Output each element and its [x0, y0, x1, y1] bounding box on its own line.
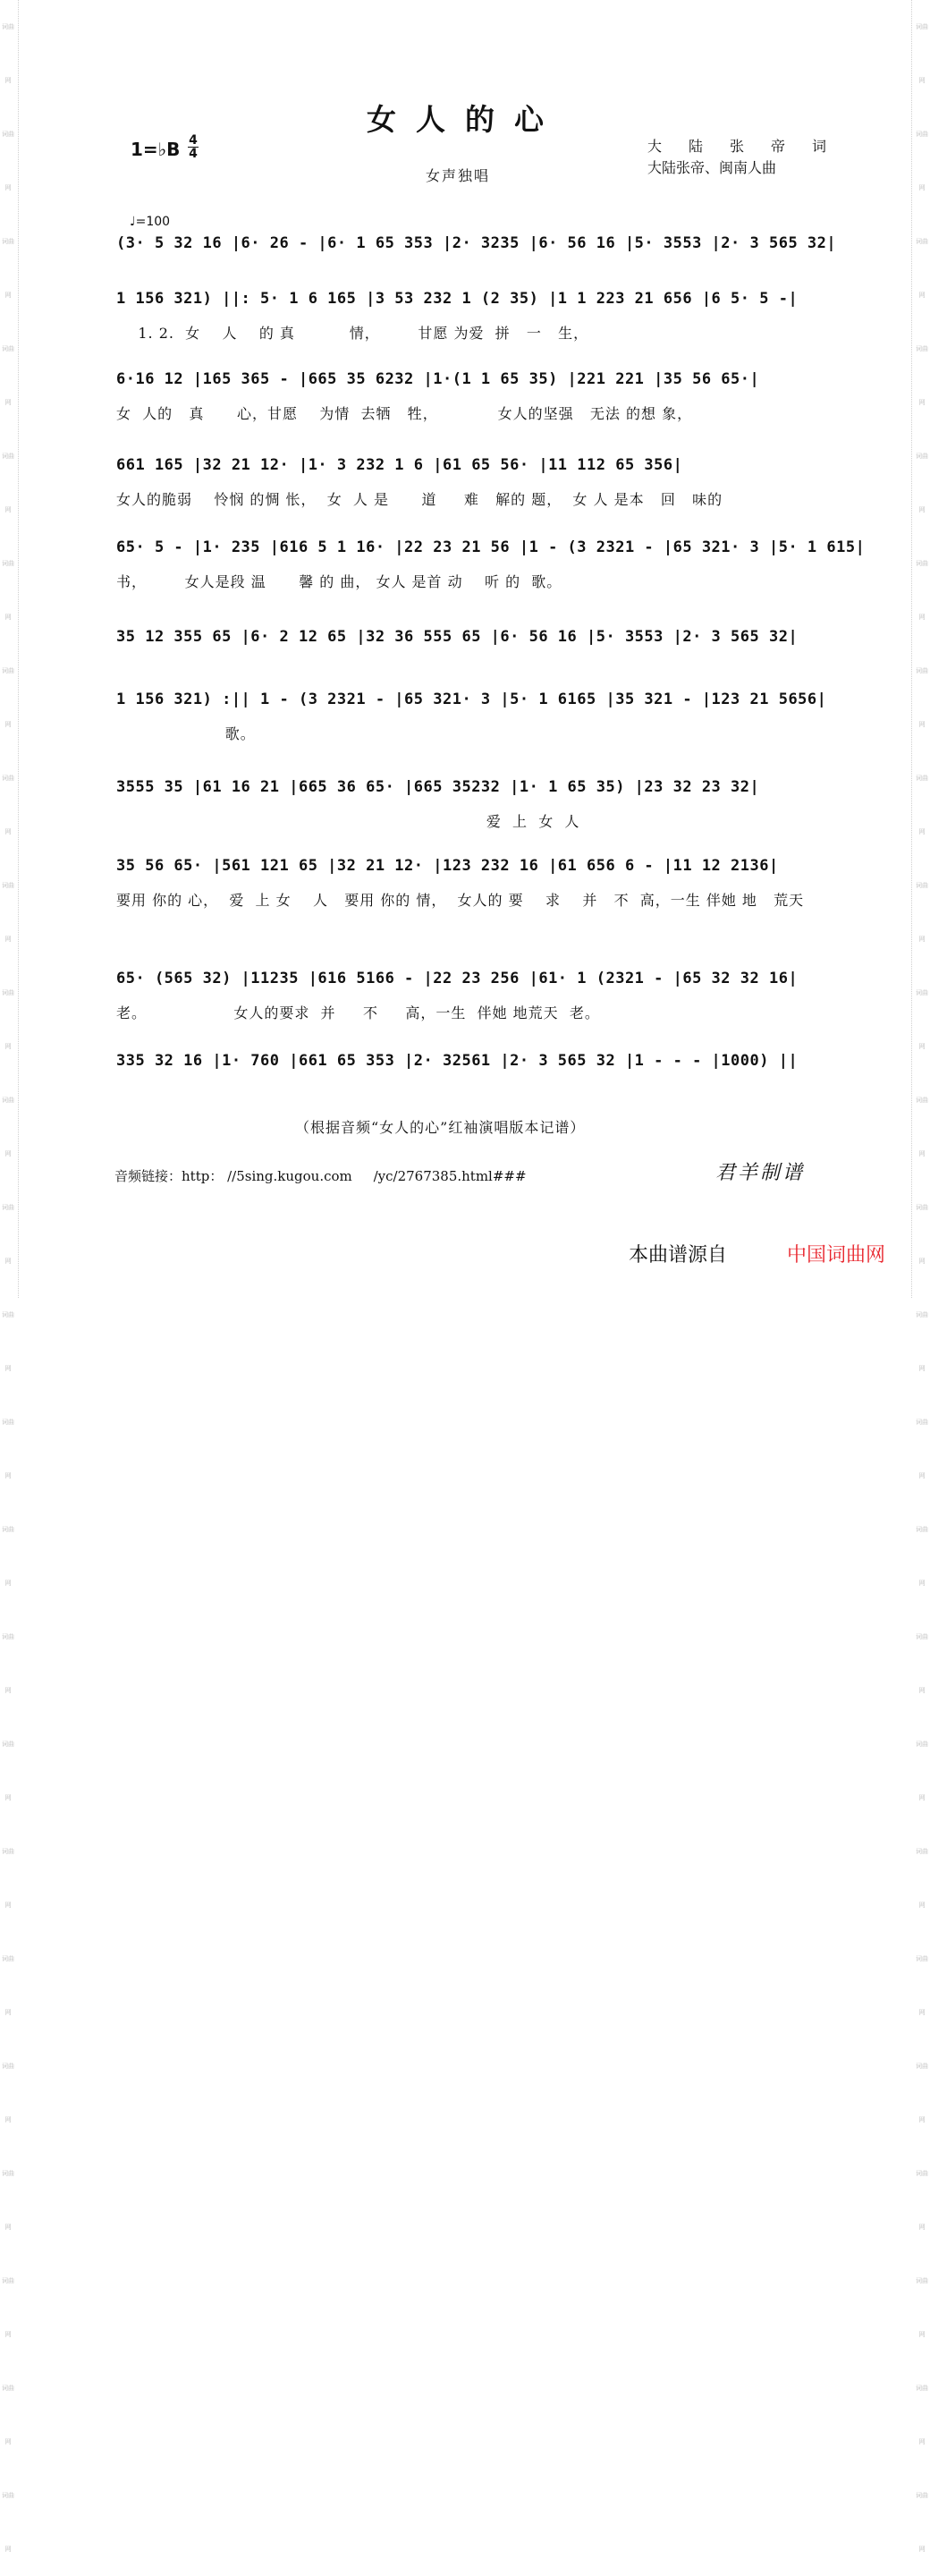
- lyricist-credit: 大陆张帝词: [647, 138, 854, 155]
- watermark-text: 词曲网: [916, 1741, 928, 1801]
- score-line: [116, 1052, 823, 1088]
- watermark-text: 词曲网: [2, 2385, 14, 2445]
- left-border: [18, 0, 19, 1298]
- notation-line: 1 156 321) :|| 1 - (3 2321 - |65 321· 3 |5· 1 6165 |35 321 - |123 21 5656|: [116, 691, 827, 708]
- meter-top: 4: [189, 133, 198, 148]
- watermark-text: 词曲网: [2, 2063, 14, 2123]
- score-line: [116, 970, 823, 1005]
- notation-line: 35 12 355 65 |6· 2 12 65 |32 36 555 65 |6· 56 16 |5· 3553 |2· 3 565 32|: [116, 628, 799, 646]
- transcription-note: （根据音频“女人的心”红袖演唱版本记谱）: [295, 1119, 586, 1136]
- watermark-text: 词曲网: [2, 1204, 14, 1265]
- notation-line: 1 156 321) ||: 5· 1 6 165 |3 53 232 1 (2 35) |1 1 223 21 656 |6 5· 5 -|: [116, 290, 799, 308]
- watermark-text: 词曲网: [2, 2277, 14, 2338]
- watermark-text: 词曲网: [916, 1848, 928, 1909]
- watermark-text: 词曲网: [916, 2385, 928, 2445]
- watermark-text: 词曲网: [2, 238, 14, 299]
- watermark-text: 词曲网: [2, 667, 14, 728]
- source-brand[interactable]: 中国词曲网: [787, 1244, 886, 1267]
- notation-line: 65· (565 32) |11235 |616 5166 - |22 23 256 |61· 1 (2321 - |65 32 32 16|: [116, 970, 799, 987]
- meter-bottom: 4: [189, 147, 198, 161]
- watermark-text: 词曲网: [2, 1097, 14, 1157]
- notation-line: 3555 35 |61 16 21 |665 36 65· |665 35232 |1· 1 65 35) |23 32 23 32|: [116, 778, 760, 796]
- lyric-line: 老。 女人的要求 并 不 高，一生 伴她 地荒天 老。: [116, 1004, 600, 1021]
- lyric-line: 女 人的 真 心，甘愿 为情 去牺 牲， 女人的坚强 无法 的想 象，: [116, 405, 693, 422]
- watermark-text: 词曲网: [2, 989, 14, 1050]
- lyric-line: 女人的脆弱 怜悯 的惆 怅， 女 人 是 道 难 解的 题， 女 人 是本 回 味的: [116, 491, 723, 508]
- transcriber-signature: 君羊制谱: [715, 1162, 806, 1184]
- watermark-text: 词曲网: [2, 2170, 14, 2231]
- watermark-text: 词曲网: [916, 2063, 928, 2123]
- watermark-text: 词曲网: [916, 131, 928, 191]
- notation-line: 6·16 12 |165 365 - |665 35 6232 |1·(1 1 65 35) |221 221 |35 56 65·|: [116, 370, 760, 388]
- left-watermark-strip: [2, 0, 14, 2553]
- song-title: 女人的心: [367, 102, 563, 137]
- composer-credit: 大陆张帝、闽南人曲: [647, 159, 777, 176]
- watermark-text: 词曲网: [916, 1526, 928, 1587]
- watermark-text: 词曲网: [916, 1955, 928, 2016]
- score-line: [116, 778, 823, 814]
- watermark-text: 词曲网: [2, 1848, 14, 1909]
- source-label: 本曲谱源自: [629, 1244, 728, 1267]
- credits: [647, 136, 853, 179]
- watermark-text: 词曲网: [2, 882, 14, 943]
- score-line: [116, 234, 837, 270]
- watermark-text: 词曲网: [2, 1741, 14, 1801]
- score-line: [116, 370, 823, 406]
- notation-line: (3· 5 32 16 |6· 26 - |6· 1 65 353 |2· 3235 |6· 56 16 |5· 3553 |2· 3 565 32|: [116, 234, 837, 252]
- score-line: [116, 290, 823, 326]
- audio-link-url[interactable]: http： //5sing.kugou.com /yc/2767385.html###: [182, 1168, 527, 1184]
- watermark-text: 词曲网: [2, 345, 14, 406]
- watermark-text: 词曲网: [2, 1955, 14, 2016]
- watermark-text: 词曲网: [916, 23, 928, 84]
- watermark-text: 词曲网: [916, 560, 928, 621]
- watermark-text: 词曲网: [2, 131, 14, 191]
- notation-line: 35 56 65· |561 121 65 |32 21 12· |123 232 16 |61 656 6 - |11 12 2136|: [116, 857, 779, 875]
- watermark-text: 词曲网: [2, 1526, 14, 1587]
- watermark-text: 词曲网: [916, 775, 928, 835]
- watermark-text: 词曲网: [916, 2492, 928, 2553]
- watermark-text: 词曲网: [2, 2492, 14, 2553]
- right-watermark-strip: [916, 0, 928, 2553]
- watermark-text: 词曲网: [916, 238, 928, 299]
- score-line: [116, 456, 823, 492]
- watermark-text: 词曲网: [916, 2277, 928, 2338]
- lyric-line: 爱 上 女 人: [116, 813, 580, 830]
- watermark-text: 词曲网: [2, 1633, 14, 1694]
- watermark-text: 词曲网: [2, 1419, 14, 1479]
- watermark-text: 词曲网: [916, 989, 928, 1050]
- watermark-text: 词曲网: [916, 345, 928, 406]
- audio-link: [114, 1166, 527, 1185]
- watermark-text: 词曲网: [2, 23, 14, 84]
- watermark-text: 词曲网: [2, 1311, 14, 1372]
- score-line: [116, 628, 823, 664]
- watermark-text: 词曲网: [2, 560, 14, 621]
- right-border: [911, 0, 912, 1298]
- time-signature: [188, 134, 199, 160]
- tempo-mark: ♩=100: [130, 215, 171, 229]
- score-line: [116, 538, 866, 574]
- watermark-text: 词曲网: [916, 1633, 928, 1694]
- notation-line: 335 32 16 |1· 760 |661 65 353 |2· 32561 |2· 3 565 32 |1 - - - |1000) ||: [116, 1052, 799, 1070]
- lyric-line: 1. 2. 女 人 的 真 情， 甘愿 为爱 拼 一 生，: [116, 325, 589, 342]
- watermark-text: 词曲网: [2, 775, 14, 835]
- score-line: [116, 857, 823, 893]
- notation-line: 661 165 |32 21 12· |1· 3 232 1 6 |61 65 56· |11 112 65 356|: [116, 456, 683, 474]
- notation-line: 65· 5 - |1· 235 |616 5 1 16· |22 23 21 56 |1 - (3 2321 - |65 321· 3 |5· 1 615|: [116, 538, 866, 556]
- lyric-line: 歌。: [116, 725, 256, 742]
- score-line: [116, 691, 827, 726]
- lyric-line: 书， 女人是段 温 馨 的 曲， 女人 是首 动 听 的 歌。: [116, 573, 562, 590]
- watermark-text: 词曲网: [916, 1419, 928, 1479]
- watermark-text: 词曲网: [916, 1311, 928, 1372]
- watermark-text: 词曲网: [916, 1204, 928, 1265]
- watermark-text: 词曲网: [916, 1097, 928, 1157]
- lyric-line: 要用 你的 心， 爱 上 女 人 要用 你的 情， 女人的 要 求 并 不 高，一生 伴她 地 荒天: [116, 892, 805, 909]
- watermark-text: 词曲网: [2, 453, 14, 513]
- watermark-text: 词曲网: [916, 882, 928, 943]
- performance-type: 女声独唱: [426, 167, 491, 184]
- watermark-text: 词曲网: [916, 2170, 928, 2231]
- watermark-text: 词曲网: [916, 667, 928, 728]
- watermark-text: 词曲网: [916, 453, 928, 513]
- audio-link-label: 音频链接：: [114, 1168, 182, 1184]
- key-signature: 1=♭B: [131, 139, 181, 160]
